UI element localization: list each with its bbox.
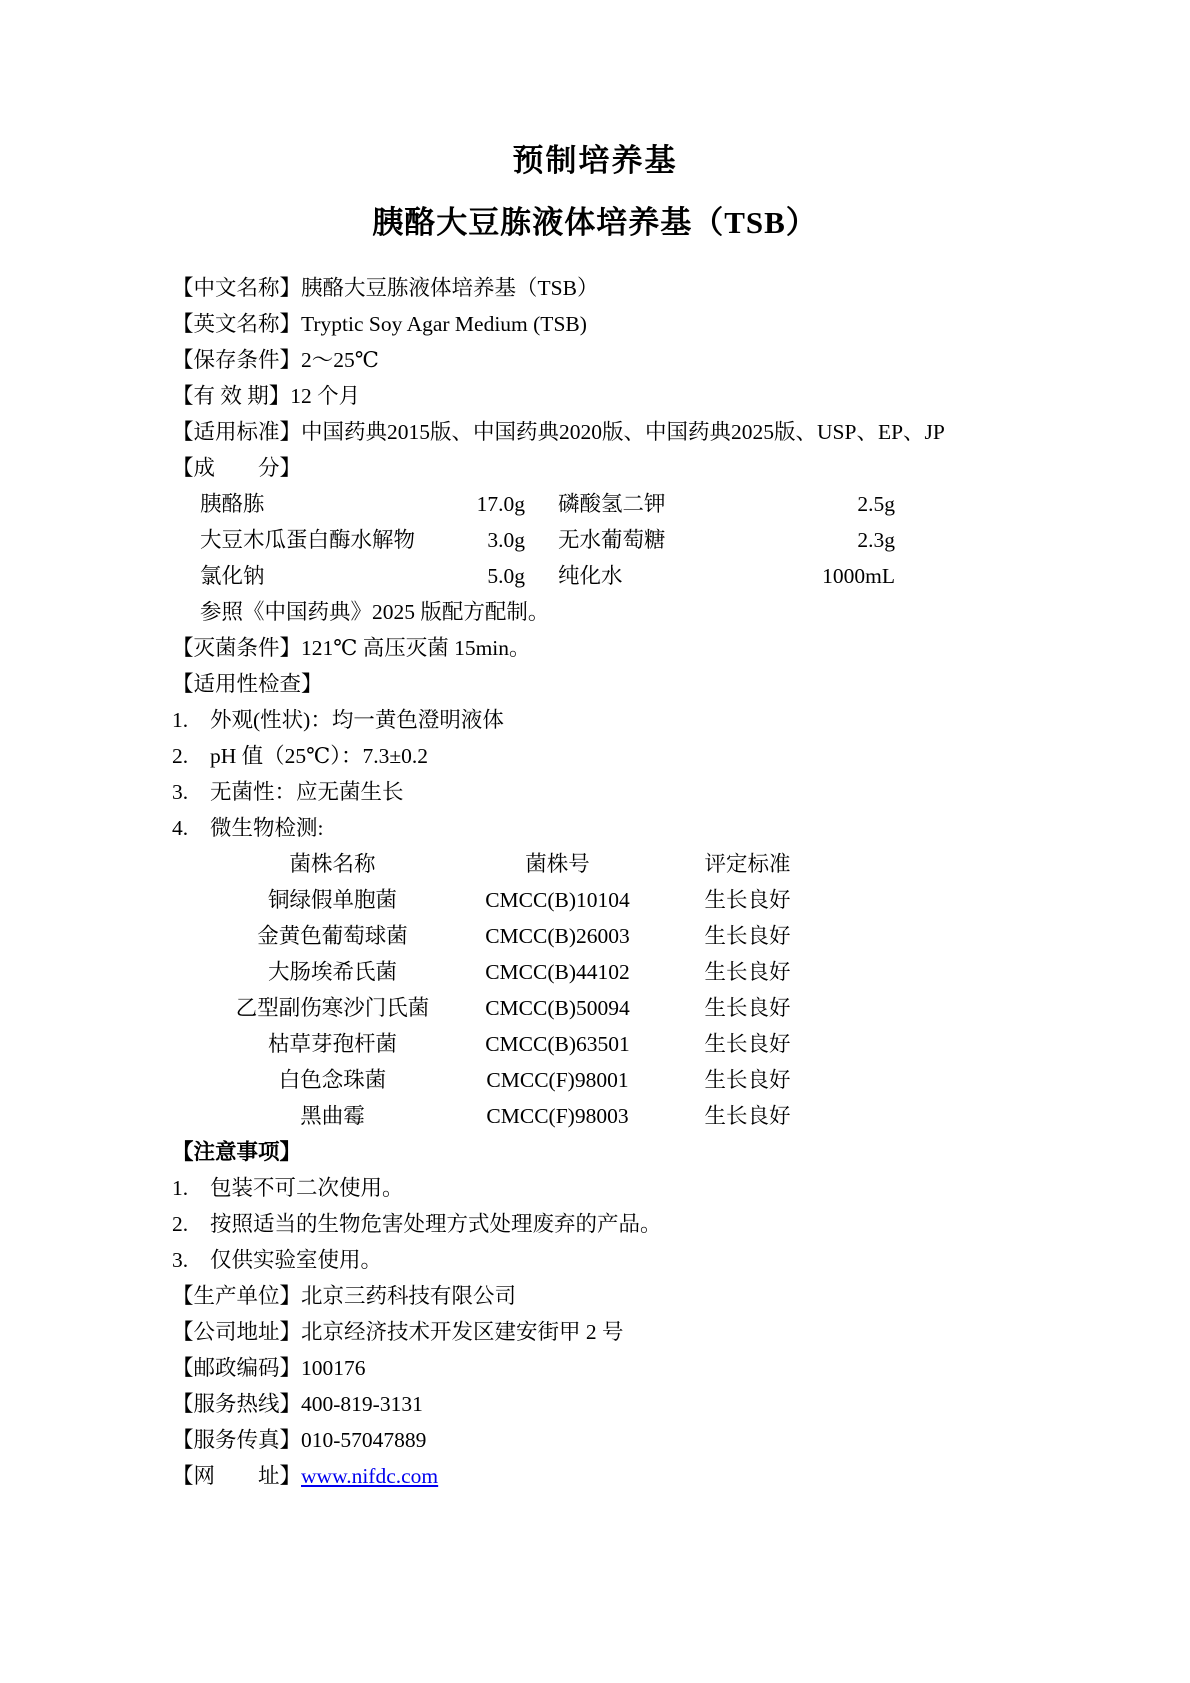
- item-number: 2.: [172, 744, 189, 768]
- list-item: [172, 1242, 1018, 1278]
- column-gap: [525, 522, 558, 558]
- field-line-postcode: [172, 1350, 1018, 1386]
- field-label: 【中文名称】: [172, 276, 302, 300]
- website-link[interactable]: www.nifdc.com: [301, 1464, 439, 1488]
- field-label: 【服务热线】: [172, 1392, 302, 1416]
- strain-table-header-row: [215, 846, 1018, 882]
- column-gap: [525, 558, 558, 594]
- list-item: [172, 738, 1018, 774]
- strain-name: 铜绿假单胞菌: [267, 888, 397, 912]
- column-header: 评定标准: [704, 852, 791, 876]
- item-text: 仅供实验室使用。: [210, 1248, 383, 1272]
- field-value: 100176: [301, 1356, 366, 1380]
- item-number: 3.: [172, 1248, 189, 1272]
- ingredient-name: 磷酸氢二钾: [558, 492, 666, 516]
- strain-number: CMCC(B)63501: [485, 1032, 630, 1056]
- strain-result: 生长良好: [704, 1104, 791, 1128]
- field-value: 2～25℃: [301, 348, 379, 372]
- section-label-composition: [172, 450, 1018, 486]
- composition-row: [200, 486, 895, 522]
- strain-name: 白色念珠菌: [278, 1068, 387, 1092]
- doc-body: [172, 270, 1018, 1494]
- strain-name: 枯草芽孢杆菌: [267, 1032, 397, 1056]
- section-label-suitability: [172, 666, 1018, 702]
- field-line-shelf-life: [172, 378, 1018, 414]
- list-item: [172, 774, 1018, 810]
- list-item: [172, 702, 1018, 738]
- item-text: pH 值（25℃）：7.3±0.2: [210, 744, 429, 768]
- table-row: [215, 918, 1018, 954]
- composition-row: [200, 558, 895, 594]
- field-line-website: [172, 1458, 1018, 1494]
- field-label: 【公司地址】: [172, 1320, 302, 1344]
- item-number: 4.: [172, 816, 189, 840]
- ingredient-name: 大豆木瓜蛋白酶水解物: [200, 528, 416, 552]
- item-text: 无菌性：应无菌生长: [210, 780, 404, 804]
- list-item: [172, 1170, 1018, 1206]
- composition-row: [200, 522, 895, 558]
- ingredient-qty: 2.5g: [857, 492, 895, 516]
- field-label: 【有 效 期】: [172, 384, 291, 408]
- field-line-storage: [172, 342, 1018, 378]
- column-gap: [525, 486, 558, 522]
- field-value: 010-57047889: [301, 1428, 427, 1452]
- field-value: Tryptic Soy Agar Medium (TSB): [301, 312, 587, 336]
- composition-note: 参照《中国药典》2025 版配方配制。: [200, 600, 550, 624]
- item-text: 按照适当的生物危害处理方式处理废弃的产品。: [210, 1212, 662, 1236]
- strain-result: 生长良好: [704, 996, 791, 1020]
- item-number: 2.: [172, 1212, 189, 1236]
- field-label: 【网 址】: [172, 1464, 302, 1488]
- field-value: 121℃ 高压灭菌 15min。: [301, 636, 531, 660]
- strain-name: 大肠埃希氏菌: [267, 960, 397, 984]
- strain-result: 生长良好: [704, 1068, 791, 1092]
- doc-title: 预制培养基: [512, 143, 678, 178]
- table-row: [215, 1026, 1018, 1062]
- field-line-manufacturer: [172, 1278, 1018, 1314]
- field-line-fax: [172, 1422, 1018, 1458]
- field-line-address: [172, 1314, 1018, 1350]
- item-text: 包装不可二次使用。: [210, 1176, 404, 1200]
- strain-name: 黑曲霉: [300, 1104, 365, 1128]
- list-item: [172, 810, 1018, 846]
- ingredient-name: 胰酪胨: [200, 492, 265, 516]
- item-text: 外观(性状)：均一黄色澄明液体: [210, 708, 504, 732]
- field-label: 【邮政编码】: [172, 1356, 302, 1380]
- field-label: 【适用性检查】: [172, 672, 323, 696]
- ingredient-qty: 1000mL: [822, 564, 895, 588]
- field-label: 【灭菌条件】: [172, 636, 302, 660]
- strain-name: 金黄色葡萄球菌: [257, 924, 408, 948]
- field-line-hotline: [172, 1386, 1018, 1422]
- field-value: 北京三药科技有限公司: [301, 1284, 517, 1308]
- field-value: 中国药典2015版、中国药典2020版、中国药典2025版、USP、EP、JP: [301, 420, 945, 444]
- strain-result: 生长良好: [704, 960, 791, 984]
- field-label: 【英文名称】: [172, 312, 302, 336]
- strain-number: CMCC(F)98003: [486, 1104, 629, 1128]
- table-row: [215, 1062, 1018, 1098]
- table-row: [215, 954, 1018, 990]
- strain-result: 生长良好: [704, 888, 791, 912]
- strain-result: 生长良好: [704, 1032, 791, 1056]
- field-label: 【服务传真】: [172, 1428, 302, 1452]
- strain-number: CMCC(B)50094: [485, 996, 630, 1020]
- ingredient-qty: 17.0g: [476, 492, 525, 516]
- strain-name: 乙型副伤寒沙门氏菌: [235, 996, 430, 1020]
- strain-number: CMCC(B)10104: [485, 888, 630, 912]
- field-label: 【适用标准】: [172, 420, 302, 444]
- item-number: 3.: [172, 780, 189, 804]
- strain-number: CMCC(B)44102: [485, 960, 630, 984]
- field-value: 400-819-3131: [301, 1392, 423, 1416]
- strain-result: 生长良好: [704, 924, 791, 948]
- field-line-chinese-name: [172, 270, 1018, 306]
- list-item: [172, 1206, 1018, 1242]
- doc-subtitle: 胰酪大豆胨液体培养基（TSB）: [372, 205, 818, 240]
- field-line-standards: [172, 414, 1018, 450]
- field-label: 【注意事项】: [172, 1140, 302, 1164]
- field-value: 12 个月: [290, 384, 361, 408]
- field-value: 胰酪大豆胨液体培养基（TSB）: [301, 276, 599, 300]
- ingredient-name: 纯化水: [558, 564, 623, 588]
- column-header: 菌株号: [525, 852, 590, 876]
- table-row: [215, 882, 1018, 918]
- ingredient-qty: 2.3g: [857, 528, 895, 552]
- strain-number: CMCC(F)98001: [486, 1068, 629, 1092]
- field-label: 【保存条件】: [172, 348, 302, 372]
- item-text: 微生物检测:: [210, 816, 324, 840]
- strain-number: CMCC(B)26003: [485, 924, 630, 948]
- field-label: 【生产单位】: [172, 1284, 302, 1308]
- item-number: 1.: [172, 708, 189, 732]
- field-line-english-name: [172, 306, 1018, 342]
- field-label: 【成 分】: [172, 456, 302, 480]
- ingredient-qty: 3.0g: [487, 528, 525, 552]
- field-line-sterilization: [172, 630, 1018, 666]
- ingredient-name: 氯化钠: [200, 564, 265, 588]
- field-value: 北京经济技术开发区建安街甲 2 号: [301, 1320, 624, 1344]
- item-number: 1.: [172, 1176, 189, 1200]
- section-label-notices: [172, 1134, 1018, 1170]
- ingredient-name: 无水葡萄糖: [558, 528, 666, 552]
- table-row: [215, 990, 1018, 1026]
- table-row: [215, 1098, 1018, 1134]
- column-header: 菌株名称: [289, 852, 376, 876]
- ingredient-qty: 5.0g: [487, 564, 525, 588]
